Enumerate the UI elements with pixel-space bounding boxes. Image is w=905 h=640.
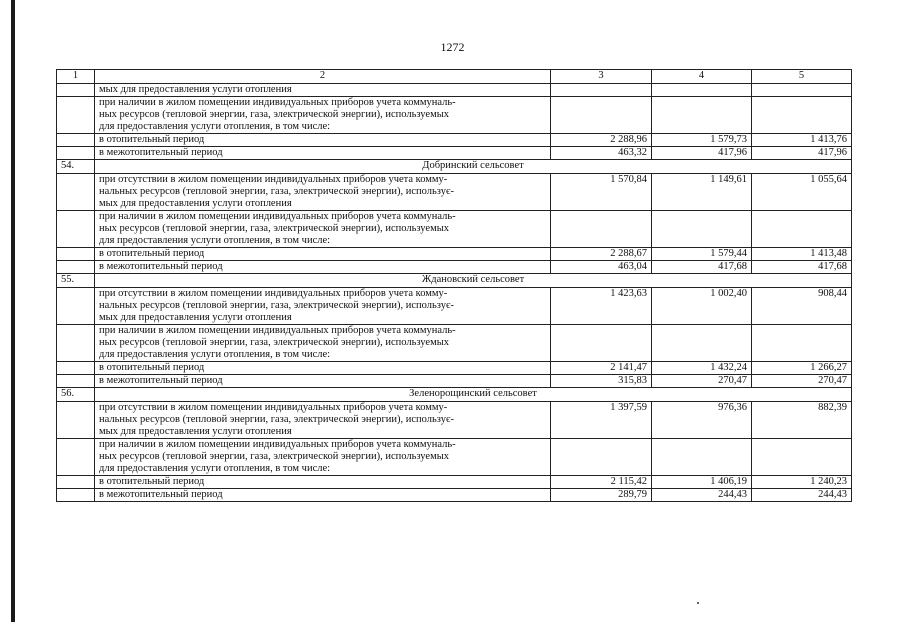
table-row bbox=[57, 84, 852, 97]
description-line: нальных ресурсов (тепловой энергии, газа, электрической энергии), использує- bbox=[99, 186, 454, 197]
value-cell bbox=[652, 211, 752, 248]
description-line: в межотопительный период bbox=[99, 147, 223, 158]
column-header: 2 bbox=[95, 70, 551, 84]
description-cell bbox=[95, 489, 551, 502]
value-cell bbox=[652, 97, 752, 134]
column-header: 3 bbox=[551, 70, 652, 84]
value-cell bbox=[752, 211, 852, 248]
description-line: ных ресурсов (тепловой энергии, газа, электрической энергии), используемых bbox=[99, 223, 450, 234]
table-row bbox=[57, 476, 852, 489]
table-row bbox=[57, 439, 852, 476]
section-row bbox=[57, 388, 852, 402]
description-cell bbox=[95, 288, 551, 325]
table-header-row bbox=[57, 70, 852, 84]
section-title: Добринский сельсовет bbox=[95, 160, 852, 174]
description-line: при отсутствии в жилом помещении индивидуальных приборов учета комму- bbox=[99, 174, 448, 185]
index-cell bbox=[57, 402, 95, 439]
value-cell bbox=[551, 97, 652, 134]
description-line: мых для предоставления услуги отопления bbox=[99, 426, 292, 437]
value-cell: 417,96 bbox=[752, 147, 852, 160]
description-line: при наличии в жилом помещении индивидуальных приборов учета коммуналь- bbox=[99, 97, 456, 108]
value-cell: 882,39 bbox=[752, 402, 852, 439]
description-line: ных ресурсов (тепловой энергии, газа, электрической энергии), используемых bbox=[99, 337, 450, 348]
section-number: 54. bbox=[57, 160, 95, 174]
index-cell bbox=[57, 211, 95, 248]
index-cell bbox=[57, 439, 95, 476]
index-cell bbox=[57, 288, 95, 325]
value-cell: 1 397,59 bbox=[551, 402, 652, 439]
value-cell: 1 266,27 bbox=[752, 362, 852, 375]
value-cell bbox=[551, 211, 652, 248]
description-cell bbox=[95, 402, 551, 439]
description-cell bbox=[95, 375, 551, 388]
description-line: мых для предоставления услуги отопления bbox=[99, 84, 292, 95]
value-cell: 1 002,40 bbox=[652, 288, 752, 325]
value-cell bbox=[752, 84, 852, 97]
value-cell: 1 240,23 bbox=[752, 476, 852, 489]
description-line: для предоставления услуги отопления, в том числе: bbox=[99, 235, 331, 246]
index-cell bbox=[57, 261, 95, 274]
scan-edge-bar bbox=[11, 0, 15, 622]
description-line: для предоставления услуги отопления, в том числе: bbox=[99, 463, 331, 474]
description-line: в межотопительный период bbox=[99, 375, 223, 386]
section-title: Зеленорощинский сельсовет bbox=[95, 388, 852, 402]
value-cell: 1 413,76 bbox=[752, 134, 852, 147]
description-cell bbox=[95, 362, 551, 375]
description-line: в отопительный период bbox=[99, 476, 205, 487]
description-line: в отопительный период bbox=[99, 362, 205, 373]
value-cell bbox=[752, 325, 852, 362]
table-row bbox=[57, 211, 852, 248]
description-line: нальных ресурсов (тепловой энергии, газа, электрической энергии), использує- bbox=[99, 300, 454, 311]
scan-speck bbox=[697, 602, 699, 604]
value-cell: 2 288,67 bbox=[551, 248, 652, 261]
description-cell bbox=[95, 248, 551, 261]
column-header: 5 bbox=[752, 70, 852, 84]
table-row bbox=[57, 147, 852, 160]
table-row bbox=[57, 174, 852, 211]
index-cell bbox=[57, 362, 95, 375]
section-title: Ждановский сельсовет bbox=[95, 274, 852, 288]
column-header: 1 bbox=[57, 70, 95, 84]
description-cell bbox=[95, 97, 551, 134]
value-cell: 244,43 bbox=[752, 489, 852, 502]
value-cell: 463,32 bbox=[551, 147, 652, 160]
section-row bbox=[57, 160, 852, 174]
description-cell bbox=[95, 147, 551, 160]
index-cell bbox=[57, 325, 95, 362]
value-cell: 1 423,63 bbox=[551, 288, 652, 325]
description-cell bbox=[95, 84, 551, 97]
value-cell: 1 055,64 bbox=[752, 174, 852, 211]
description-line: при отсутствии в жилом помещении индивидуальных приборов учета комму- bbox=[99, 288, 448, 299]
description-cell bbox=[95, 325, 551, 362]
description-cell bbox=[95, 439, 551, 476]
index-cell bbox=[57, 84, 95, 97]
description-line: при наличии в жилом помещении индивидуальных приборов учета коммуналь- bbox=[99, 211, 456, 222]
value-cell: 463,04 bbox=[551, 261, 652, 274]
table-row bbox=[57, 261, 852, 274]
value-cell bbox=[551, 439, 652, 476]
table-row bbox=[57, 325, 852, 362]
value-cell bbox=[652, 84, 752, 97]
section-row bbox=[57, 274, 852, 288]
value-cell bbox=[652, 439, 752, 476]
value-cell: 1 579,73 bbox=[652, 134, 752, 147]
description-line: при наличии в жилом помещении индивидуальных приборов учета коммуналь- bbox=[99, 325, 456, 336]
description-line: для предоставления услуги отопления, в том числе: bbox=[99, 121, 331, 132]
index-cell bbox=[57, 97, 95, 134]
value-cell: 2 288,96 bbox=[551, 134, 652, 147]
table-row bbox=[57, 248, 852, 261]
index-cell bbox=[57, 147, 95, 160]
description-line: в отопительный период bbox=[99, 248, 205, 259]
index-cell bbox=[57, 174, 95, 211]
value-cell: 1 579,44 bbox=[652, 248, 752, 261]
value-cell: 270,47 bbox=[752, 375, 852, 388]
description-line: при отсутствии в жилом помещении индивидуальных приборов учета комму- bbox=[99, 402, 448, 413]
table-row bbox=[57, 489, 852, 502]
description-line: ных ресурсов (тепловой энергии, газа, электрической энергии), используемых bbox=[99, 451, 450, 462]
value-cell: 289,79 bbox=[551, 489, 652, 502]
description-line: для предоставления услуги отопления, в том числе: bbox=[99, 349, 331, 360]
table-row bbox=[57, 97, 852, 134]
description-line: нальных ресурсов (тепловой энергии, газа, электрической энергии), использує- bbox=[99, 414, 454, 425]
table-row bbox=[57, 402, 852, 439]
description-line: в отопительный период bbox=[99, 134, 205, 145]
section-number: 55. bbox=[57, 274, 95, 288]
table-row bbox=[57, 362, 852, 375]
value-cell: 908,44 bbox=[752, 288, 852, 325]
value-cell: 417,68 bbox=[752, 261, 852, 274]
description-cell bbox=[95, 211, 551, 248]
description-cell bbox=[95, 261, 551, 274]
section-number: 56. bbox=[57, 388, 95, 402]
value-cell: 1 413,48 bbox=[752, 248, 852, 261]
value-cell: 976,36 bbox=[652, 402, 752, 439]
page-number: 1272 bbox=[440, 40, 465, 54]
description-line: в межотопительный период bbox=[99, 261, 223, 272]
column-header: 4 bbox=[652, 70, 752, 84]
value-cell: 2 115,42 bbox=[551, 476, 652, 489]
description-line: в межотопительный период bbox=[99, 489, 223, 500]
table-body bbox=[57, 70, 852, 502]
value-cell bbox=[652, 325, 752, 362]
description-cell bbox=[95, 174, 551, 211]
index-cell bbox=[57, 375, 95, 388]
table-row bbox=[57, 375, 852, 388]
description-cell bbox=[95, 134, 551, 147]
value-cell: 244,43 bbox=[652, 489, 752, 502]
value-cell: 417,68 bbox=[652, 261, 752, 274]
value-cell bbox=[551, 84, 652, 97]
value-cell bbox=[752, 97, 852, 134]
tariff-table bbox=[56, 69, 852, 502]
index-cell bbox=[57, 476, 95, 489]
index-cell bbox=[57, 248, 95, 261]
value-cell: 2 141,47 bbox=[551, 362, 652, 375]
value-cell: 1 570,84 bbox=[551, 174, 652, 211]
value-cell bbox=[551, 325, 652, 362]
value-cell: 417,96 bbox=[652, 147, 752, 160]
index-cell bbox=[57, 134, 95, 147]
value-cell: 270,47 bbox=[652, 375, 752, 388]
description-line: при наличии в жилом помещении индивидуальных приборов учета коммуналь- bbox=[99, 439, 456, 450]
value-cell: 1 432,24 bbox=[652, 362, 752, 375]
value-cell: 315,83 bbox=[551, 375, 652, 388]
table-row bbox=[57, 134, 852, 147]
table-row bbox=[57, 288, 852, 325]
description-cell bbox=[95, 476, 551, 489]
value-cell: 1 149,61 bbox=[652, 174, 752, 211]
value-cell bbox=[752, 439, 852, 476]
value-cell: 1 406,19 bbox=[652, 476, 752, 489]
description-line: мых для предоставления услуги отопления bbox=[99, 198, 292, 209]
description-line: мых для предоставления услуги отопления bbox=[99, 312, 292, 323]
description-line: ных ресурсов (тепловой энергии, газа, электрической энергии), используемых bbox=[99, 109, 450, 120]
index-cell bbox=[57, 489, 95, 502]
